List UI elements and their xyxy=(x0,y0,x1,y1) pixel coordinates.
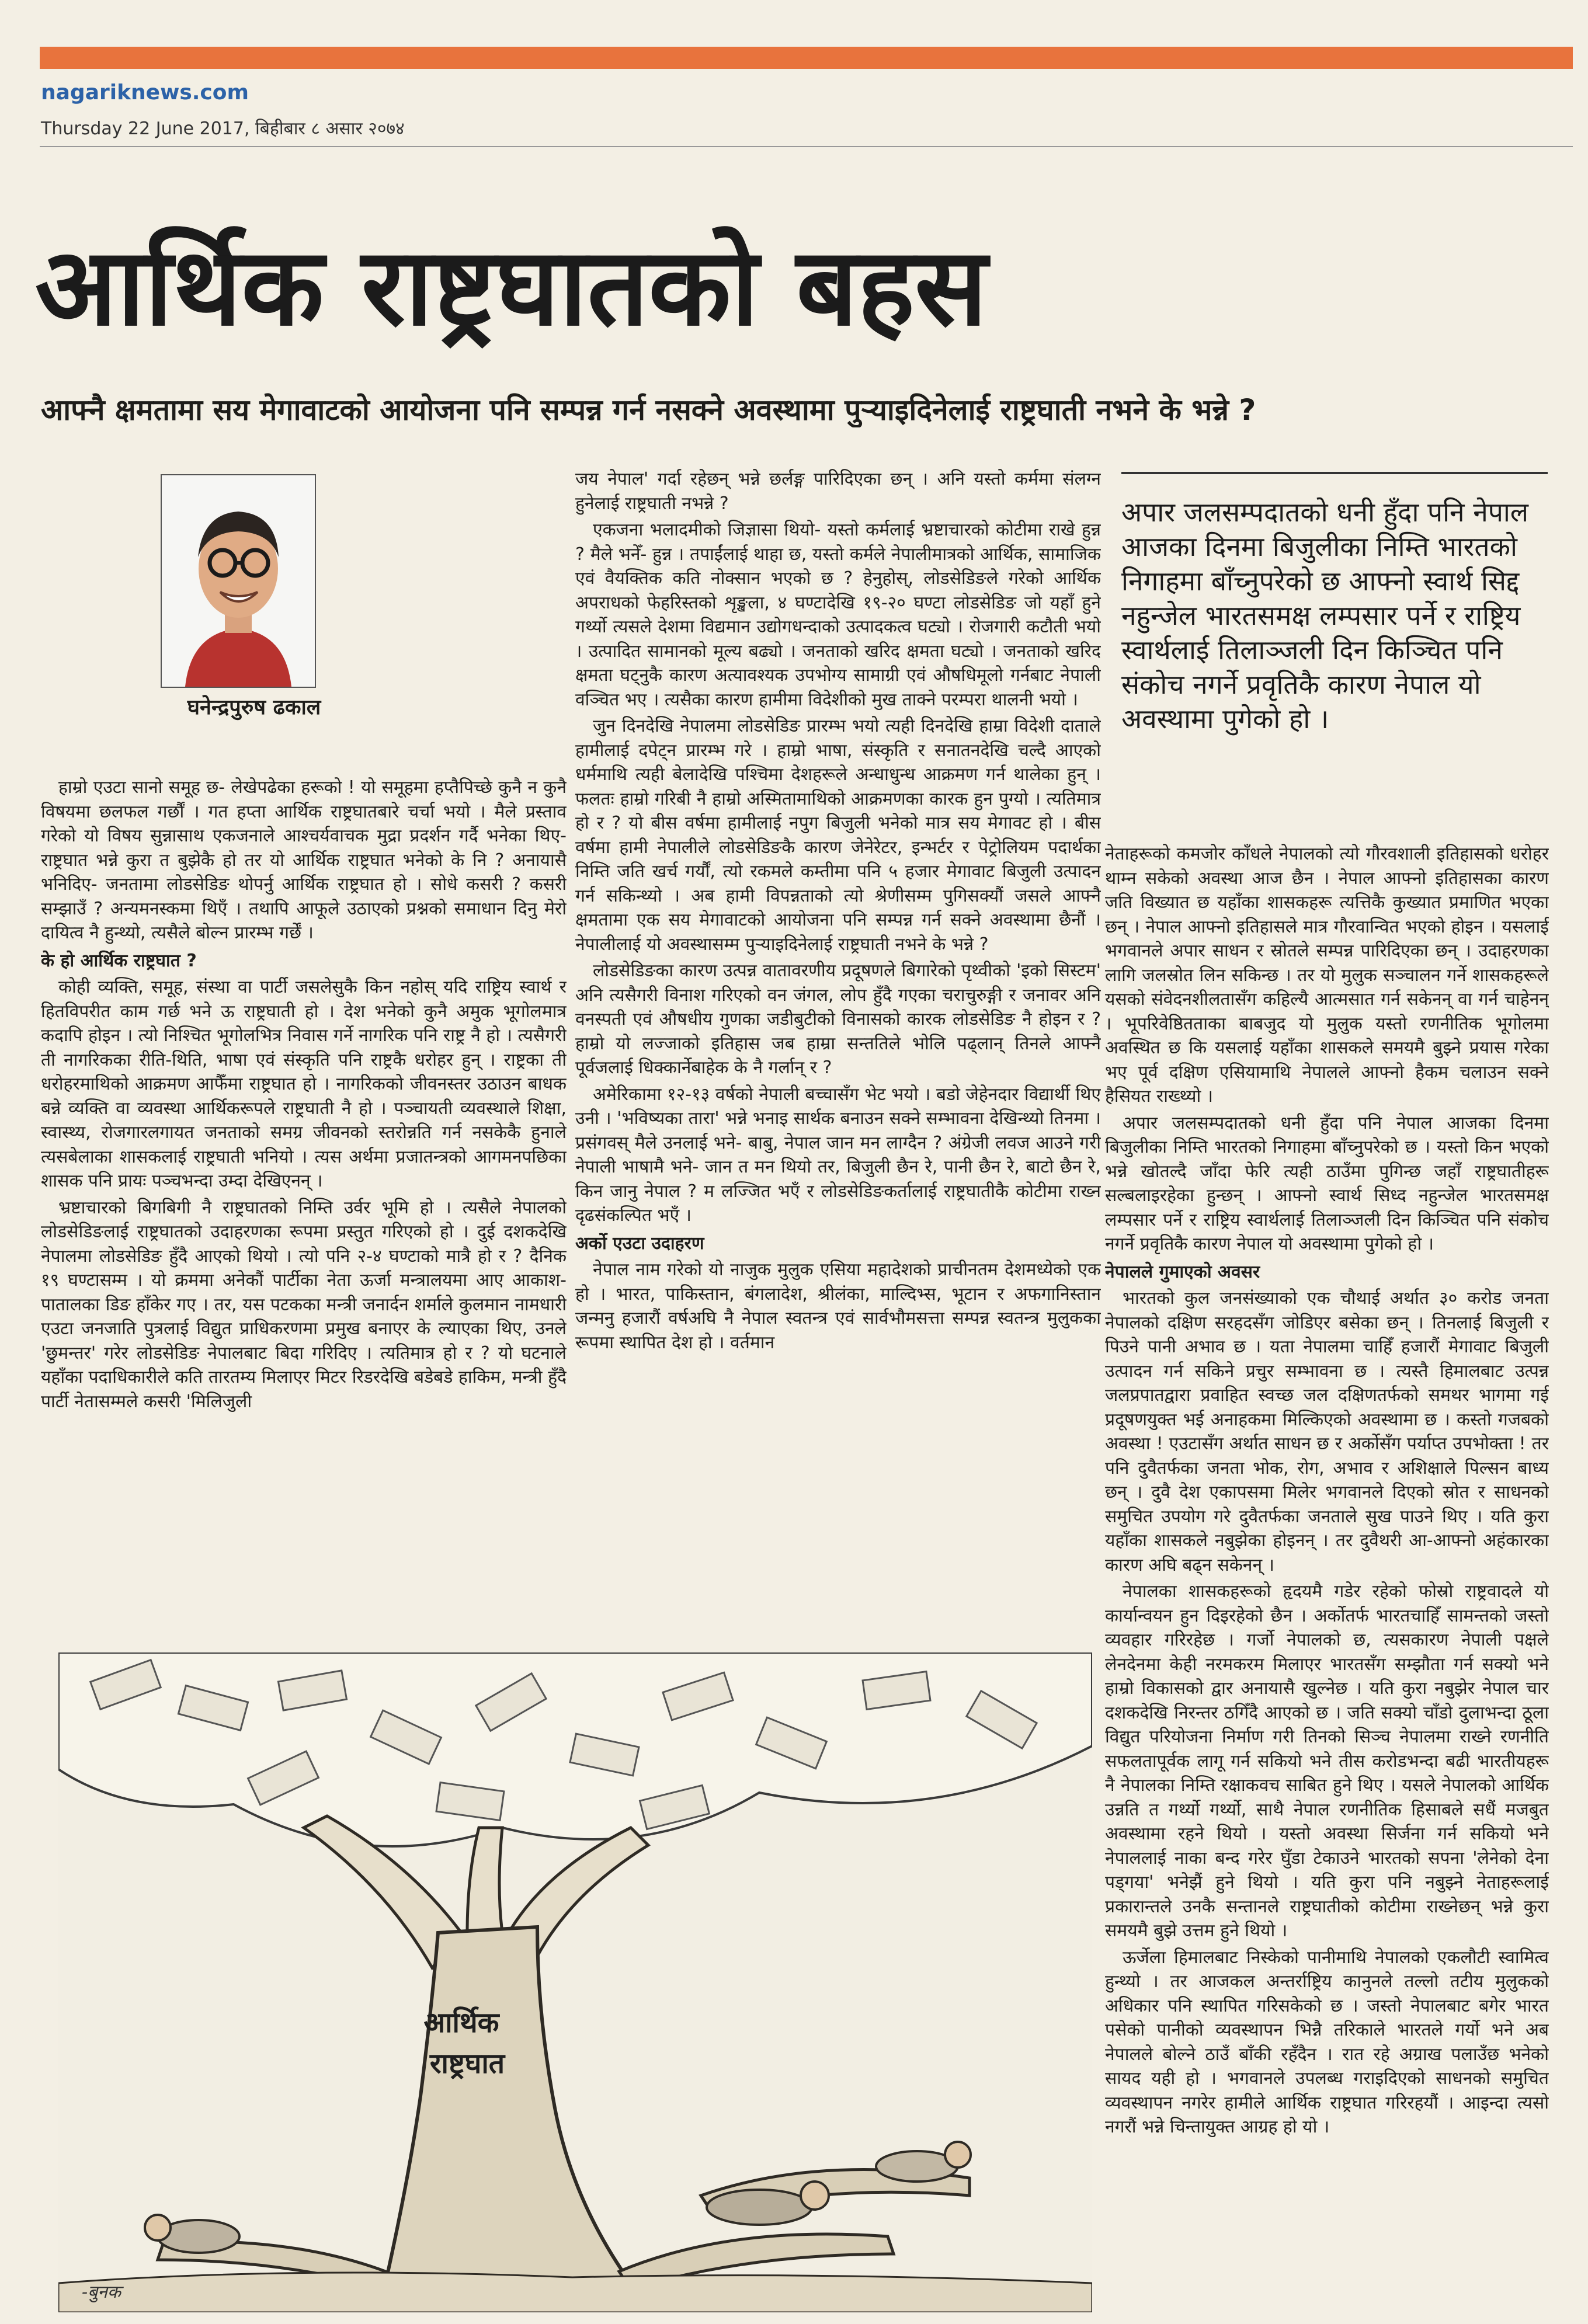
paragraph: कोही व्यक्ति, समूह, संस्था वा पार्टी जसलेसुकै किन नहोस् यदि राष्ट्रिय स्वार्थ र हितविपरीत काम गर्छ भने ऊ राष्ट्रघाती हो । देश भनेको कुनै अमुक भूगोलमात्र कदापि होइन । त्यो निश्चित भूगोलभित्र निवास गर्ने नागरिक पनि राष्ट्र नै हो । त्यसैगरी ती नागरिकका रीति-थिति, भाषा एवं संस्कृति पनि राष्ट्रकै धरोहर हुन् । राष्ट्रका ती धरोहरमाथिको आक्रमण आफैँमा राष्ट्रघात हो । नागरिकको जीवनस्तर उठाउन बाधक बन्ने व्यक्ति वा व्यवस्था आर्थिकरूपले राष्ट्रघाती नै हो । पञ्चायती व्यवस्थाले शिक्षा, स्वास्थ्य, रोजगारलगायत जनताको समग्र जीवनको स्तरोन्नति गर्न नसकेकै हुनाले त्यसबेलाका शासकलाई राष्ट्रघाती भनियो । त्यस अर्थमा प्रजातन्त्रको आगमनपछिका शासक पनि प्रायः पञ्चभन्दा उम्दा देखिएनन् । xyxy=(41,977,567,1191)
section-heading: के हो आर्थिक राष्ट्रघात ? xyxy=(41,950,197,971)
paragraph: हाम्रो एउटा सानो समूह छ- लेखेपढेका हरूको ! यो समूहमा हप्तैपिच्छे कुनै न कुनै विषयमा छलफल गर्छौं । गत हप्ता आर्थिक राष्ट्रघातबारे चर्चा भयो । मैले प्रस्ताव गरेको यो विषय सुन्नासाथ एकजनाले आश्चर्यवाचक मुद्रा प्रदर्शन गर्दै भनेका थिए- राष्ट्रघात भन्ने कुरा त बुझेकै हो तर यो आर्थिक राष्ट्रघात भनेको के नि ? अनायासै भनिदिए- जनतामा लोडसेडिङ थोपर्नु आर्थिक राष्ट्रघात हो । सोधे कसरी ? कसरी सम्झाउँ ? अन्यमनस्कमा थिएँ । तथापि आफूले उठाएको प्रश्नको समाधान दिनु मेरो दायित्व नै हुन्थ्यो, त्यसैले बोल्न प्रारम्भ गर्छें । xyxy=(41,777,567,943)
publication-date: Thursday 22 June 2017, बिहीबार ८ असार २०७४ xyxy=(41,119,405,139)
top-accent-bar xyxy=(40,47,1573,69)
paragraph: भारतको कुल जनसंख्याको एक चौथाई अर्थात ३० करोड जनता नेपालको दक्षिण सरहदसँग जोडिएर बसेका छन् । तिनलाई बिजुली र पिउने पानी अभाव छ । यता नेपालमा चाहिँ हजारौं मेगावाट बिजुली उत्पादन गर्न सकिने प्रचुर सम्भावना छ । त्यस्तै हिमालबाट उत्पन्न जलप्रपातद्वारा प्रवाहित स्वच्छ जल दक्षिणतर्फको समथर भागमा गई प्रदूषणयुक्त भई अनाहकमा मिल्किएको अवस्थामा छ । कस्तो गजबको अवस्था ! एउटासँग अर्थात साधन छ र अर्कोसँग पर्याप्त उपभोक्ता ! तर पनि दुवैतर्फका जनता भोक, रोग, अभाव र अशिक्षाले पिल्सन बाध्य छन् । दुवै देश एकापसमा मिलेर भगवानले दिएको स्रोत र साधनको समुचित उपयोग गरे दुवैतर्फका जनताले सुख पाउने थिए । यति कुरा यहाँका शासकले नबुझेका होइनन् । तर दुवैथरी आ-आफ्नो अहंकारका कारण अघि बढ्न सकेनन् । xyxy=(1105,1288,1549,1575)
editorial-cartoon xyxy=(58,1652,1092,2312)
cartoon-illustration xyxy=(58,1652,1092,2312)
masthead-divider xyxy=(40,146,1573,147)
pull-quote: अपार जलसम्पदातको धनी हुँदा पनि नेपाल आजका दिनमा बिजुलीका निम्ति भारतको निगाहमा बाँच्नुपरेको छ आफ्नो स्वार्थ सिद्द नहुन्जेल भारतसमक्ष लम्पसार पर्ने र राष्ट्रिय स्वार्थलाई तिलाञ्जली दिन किञ्चित पनि संकोच नगर्ने प्रवृतिकै कारण नेपाल यो अवस्थामा पुगेको हो । xyxy=(1121,496,1528,735)
paragraph: नेपालका शासकहरूको हृदयमै गडेर रहेको फोस्रो राष्ट्रवादले यो कार्यान्वयन हुन दिइरहेको छैन । अर्कोतर्फ भारतचाहिँ सामन्तको जस्तो व्यवहार गरिरहेछ । गर्जो नेपालको छ, त्यसकारण नेपाली पक्षले लेनदेनमा केही नरमकरम मिलाएर भारतसँग सम्झौता गर्न सक्यो भने हाम्रो विकासको द्वार अनायासै खुल्नेछ । यति कुरा नबुझेर नेपाल चार दशकदेखि निरन्तर ठगिँदै आएको छ । जति सक्यो चाँडो दुलाभन्दा ठूला विद्युत परियोजना निर्माण गरी तिनको सिञ्च नेपालमा राख्ने रणनीति सफलतापूर्वक लागू गर्न सकियो भने तीस करोडभन्दा बढी भारतीयहरू नै नेपालका निम्ति रक्षाकवच साबित हुने थिए । यसले नेपालको आर्थिक उन्नति त गर्थ्यो गर्थ्यो, साथै नेपाल रणनीतिक हिसाबले सधैं मजबुत अवस्थामा रहने थियो । यस्तो अवस्था सिर्जना गर्न सकियो भने नेपाललाई नाका बन्द गरेर घुँडा टेकाउने भारतको सपना 'लेनेको देना पड्गया' भनेझैं हुने थियो । यति कुरा पनि नबुझ्ने नेताहरूलाई प्रकारान्तले उनकै सन्तानले राष्ट्रघातीको कोटीमा राख्नेछन् भन्ने कुरा समयमै बुझे उत्तम हुने थियो । xyxy=(1105,1581,1549,1941)
author-photo xyxy=(161,474,316,688)
paragraph: नेपाल नाम गरेको यो नाजुक मुलुक एसिया महादेशको प्राचीनतम देशमध्येको एक हो । भारत, पाकिस्तान, बंगलादेश, श्रीलंका, माल्दिभ्स, भूटान र अफगानिस्तान जन्मनु हजारौं वर्षअघि नै नेपाल स्वतन्त्र एवं सार्वभौमसत्ता सम्पन्न स्वतन्त्र मुलुकका रूपमा स्थापित देश हो । वर्तमान xyxy=(575,1260,1101,1353)
article-headline: आर्थिक राष्ट्रघातको बहस xyxy=(35,224,988,350)
article-column-1 xyxy=(41,775,567,1622)
trunk-label-line1: आर्थिक xyxy=(423,2006,499,2039)
section-heading: अर्को एउटा उदाहरण xyxy=(575,1233,704,1254)
paragraph: भ्रष्टाचारको बिगबिगी नै राष्ट्रघातको निम्ति उर्वर भूमि हो । त्यसैले नेपालको लोडसेडिङलाई राष्ट्रघातको उदाहरणका रूपमा प्रस्तुत गरिएको हो । दुई दशकदेखि नेपालमा लोडसेडिङ हुँदै आएको थियो । त्यो पनि २-४ घण्टाको मात्रै हो र ? दैनिक १९ घण्टासम्म । यो क्रममा अनेकौं पार्टीका नेता ऊर्जा मन्त्रालयमा आए आकाश-पातालका डिङ हाँकेर गए । तर, यस पटकका मन्त्री जनार्दन शर्माले कुलमान नामधारी एउटा जनजाति पुत्रलाई विद्युत प्राधिकरणमा प्रमुख बनाएर के ल्याएका थिए, उनले 'छुमन्तर' गरेर लोडसेडिङ नेपालबाट बिदा गरिदिए । त्यतिमात्र हो र ? यो घटनाले यहाँका पदाधिकारीले कति तारतम्य मिलाएर मिटर रिडरदेखि बडेबडे हाकिम, मन्त्री हुँदै पार्टी नेतासम्मले कसरी 'मिलिजुली xyxy=(41,1197,567,1412)
author-name: घनेन्द्रपुरुष ढकाल xyxy=(187,695,321,719)
site-name[interactable]: nagariknews.com xyxy=(41,81,249,105)
article-subhead: आफ्नै क्षमतामा सय मेगावाटको आयोजना पनि सम्पन्न गर्न नसक्ने अवस्थामा पुर्‍याइदिनेलाई राष्ट्रघाती नभने के भन्ने ? xyxy=(41,393,1256,427)
cartoonist-signature: -बुनक xyxy=(82,2282,121,2302)
paragraph: जय नेपाल' गर्दा रहेछन् भन्ने छर्लङ्ग पारिदिएका छन् । अनि यस्तो कर्ममा संलग्न हुनेलाई राष्ट्रघाती नभन्ने ? xyxy=(575,469,1101,514)
paragraph: लोडसेडिङका कारण उत्पन्न वातावरणीय प्रदूषणले बिगारेको पृथ्वीको 'इको सिस्टम' अनि त्यसैगरी विनाश गरिएको वन जंगल, लोप हुँदै गएका चराचुरुङ्गी र जनावर अनि वनस्पती एवं औषधीय गुणका जडीबुटीको विनासको कारक लोडसेडिङ नै होइन र ? हाम्रो यो लज्जाको इतिहास जब हाम्रा सन्ततिले भोलि पढ्लान् तिनले आफ्नै पूर्वजलाई धिक्कार्नेबाहेक के नै गर्लान् र ? xyxy=(575,961,1101,1078)
paragraph: अपार जलसम्पदातको धनी हुँदा पनि नेपाल आजका दिनमा बिजुलीका निम्ति भारतको निगाहमा बाँच्नुपरेको छ । यस्तो किन भएको भन्ने खोतल्दै जाँदा फेरि त्यही ठाउँमा पुगिन्छ जहाँ राष्ट्रघातीहरू सल्बलाइरहेका हुन्छन् । आफ्नो स्वार्थ सिध्द नहुन्जेल भारतसमक्ष लम्पसार पर्ने र राष्ट्रिय स्वार्थलाई तिलाञ्जली दिन किञ्चित पनि संकोच नगर्ने प्रवृतिकै कारण नेपाल यो अवस्थामा पुगेको हो । xyxy=(1105,1112,1549,1254)
trunk-label-line2: राष्ट्रघात xyxy=(429,2047,505,2080)
paragraph: एकजना भलादमीको जिज्ञासा थियो- यस्तो कर्मलाई भ्रष्टाचारको कोटीमा राखे हुन्न ? मैले भनेँ- हुन्न । तपाईंलाई थाहा छ, यस्तो कर्मले नेपालीमात्रको आर्थिक, सामाजिक एवं वैयक्तिक कति नोक्सान भएको छ ? हेनुहोस्, लोडसेडिङले गरेको आर्थिक अपराधको फेहरिस्तको शृङ्खला, ४ घण्टादेखि १९-२० घण्टा लोडसेडिङ जो यहाँ हुने गर्थ्यो त्यसले देशमा विद्यमान उद्योगधन्दाको उत्पादकत्व घट्यो । रोजगारी कटौती भयो । उत्पादित सामानको मूल्य बढ्यो । जनताको खरिद क्षमता घट्यो । जनताको खरिद क्षमता घट्नुकै कारण अत्यावश्यक उपभोग्य सामाग्री एवं औषधिमूलो गर्नबाट नेपाली वञ्चित भए । त्यसैका कारण हामीमा विदेशीको मुख ताक्ने परम्परा थालनी भयो । xyxy=(575,520,1101,710)
pull-quote-rule xyxy=(1121,472,1548,474)
section-heading: नेपालले गुमाएको अवसर xyxy=(1105,1261,1260,1282)
ground xyxy=(58,2273,1092,2312)
paragraph: अमेरिकामा १२-१३ वर्षको नेपाली बच्चासँग भेट भयो । बडो जेहेनदार विद्यार्थी थिए उनी । 'भविष्यका तारा' भन्ने भनाइ सार्थक बनाउन सक्ने सम्भावना देखिन्थ्यो तिनमा । प्रसंगवस् मैले उनलाई भने- बाबु, नेपाल जान मन लाग्दैन ? अंग्रेजी लवज आउने गरी नेपाली भाषामै भने- जान त मन थियो तर, बिजुली छैन रे, पानी छैन रे, बाटो छैन रे, किन जानु नेपाल ? म लज्जित भएँ र लोडसेडिङकर्तालाई राष्ट्रघातीकै कोटीमा राख्न दृढसंकल्पित भएँ । xyxy=(575,1084,1101,1226)
article-column-3 xyxy=(1105,842,1549,2313)
paragraph: ऊर्जेला हिमालबाट निस्केको पानीमाथि नेपालको एकलौटी स्वामित्व हुन्थ्यो । तर आजकल अन्तर्राष्ट्रिय कानुनले तल्लो तटीय मुलुकको अधिकार पनि स्थापित गरिसकेको छ । जस्तो नेपालबाट बगेर भारत पसेको पानीको व्यवस्थापन भिन्नै तरिकाले भारतले गर्यो भने अब नेपालले बोल्ने ठाउँ बाँकी रहँदैन । रात रहे अग्राख पलाउँछ भनेको सायद यही हो । भगवानले उपलब्ध गराइदिएको साधनको समुचित व्यवस्थापन नगरेर हामीले आर्थिक राष्ट्रघात गरिरहयौं । आइन्दा त्यसो नगरौं भन्ने चिन्तायुक्त आग्रह हो यो । xyxy=(1105,1947,1549,2137)
article-column-2 xyxy=(575,467,1101,1489)
paragraph: जुन दिनदेखि नेपालमा लोडसेडिङ प्रारम्भ भयो त्यही दिनदेखि हाम्रा विदेशी दाताले हामीलाई दपेट्न प्रारम्भ गरे । हाम्रो भाषा, संस्कृति र सनातनदेखि चल्दै आएको धर्ममाथि त्यही बेलादेखि पश्चिमा देशहरूले अन्धाधुन्ध आक्रमण गर्न थालेका हुन् । फलतः हाम्रो गरिबी नै हाम्रो अस्मितामाथिको आक्रमणका कारक हुन पुग्यो । त्यतिमात्र हो र ? यो बीस वर्षमा हामीलाई नपुग बिजुली भनेको मात्र सय मेगावट हो । बीस वर्षमा हामी नेपालीले लोडसेडिङकै कारण जेनेरेटर, इन्भर्टर र पेट्रोलियम पदार्थका निम्ति जति खर्च गर्यौं, त्यो रकमले कम्तीमा पनि ५ हजार मेगावाट बिजुली उत्पादन गर्न सकिन्थ्यो । अब हामी विपन्नताको त्यो श्रेणीसम्म पुगिसक्यौं जसले आफ्नै क्षमतामा एक सय मेगावाटको आयोजना पनि सम्पन्न गर्न सक्ने अवस्थामा छैनौं । नेपालीलाई यो अवस्थासम्म पुर्‍याइदिनेलाई राष्ट्रघाती नभने के भन्ने ? xyxy=(575,716,1101,955)
paragraph: नेताहरूको कमजोर काँधले नेपालको त्यो गौरवशाली इतिहासको धरोहर थाम्न सकेको अवस्था आज छैन । नेपाल आफ्नो इतिहासका कारण जति विख्यात छ यहाँका शासकहरू त्यत्तिकै कुख्यात प्रमाणित भएका छन् । नेपाल आफ्नो इतिहासले मात्र गौरवान्वित भएको होइन । यसलाई भगवानले अपार साधन र स्रोतले सम्पन्न पारिदिएका छन् । उदाहरणका लागि जलस्रोत लिन सकिन्छ । तर यो मुलुक सञ्चालन गर्ने शासकहरूले यसको संवेदनशीलतासँग कहिल्यै आत्मसात गर्न सकेनन् वा गर्न चाहेनन् । भूपरिवेष्ठितताका बाबजुद यो मुलुक यस्तो रणनीतिक भूगोलमा अवस्थित छ कि यसलाई यहाँका शासकले समयमै बुझ्ने प्रयास गरेका भए पूर्व दक्षिण एसियामाथि नेपालले आफ्नो हैकम चलाउन सक्ने हैसियत राख्थ्यो । xyxy=(1105,844,1549,1107)
